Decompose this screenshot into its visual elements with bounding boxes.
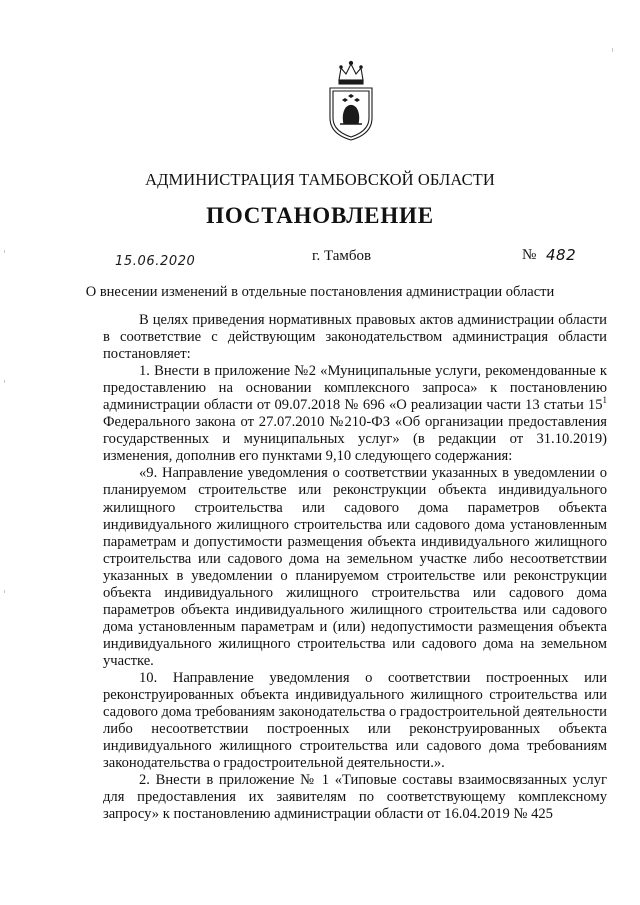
paragraph-item-2: 2. Внести в приложение № 1 «Типовые составы взаимосвязанных услуг для предоставления их заявителям по соответствующему комплексному запросу» к постановлению администрации области от 16.04.2019 № 425	[103, 772, 607, 823]
paragraph-point-10: 10. Направление уведомления о соответствии построенных или реконструированных объекта индивидуального жилищного строительства или садового дома требованиям законодательства о градостроительной деятельности либо несоответствии построенных или реконструированных объекта индивидуального жилищного строительства или садового дома требованиям законодательства о градостроительной деятельности.».	[103, 669, 607, 772]
superscript: 1	[602, 395, 607, 406]
coat-of-arms-emblem	[326, 58, 376, 142]
paragraph-item-1-text-a: 1. Внести в приложение №2 «Муниципальные услуги, рекомендованные к предоставлению на основании комплексного запроса» к постановлению администрации области от 09.07.2018 № 696 «О реализации части 13 статьи 15	[103, 363, 607, 414]
scan-mark	[4, 380, 5, 383]
paragraph-preamble: В целях приведения нормативных правовых актов администрации области в соответствие с действующим законодательством администрация области постановляет:	[103, 312, 607, 363]
handwritten-date: 15.06.2020	[115, 254, 196, 269]
scan-mark	[612, 48, 613, 52]
document-body	[103, 312, 607, 823]
scan-mark	[4, 590, 5, 593]
handwritten-number: 482	[546, 246, 577, 264]
city-name: г. Тамбов	[312, 248, 372, 264]
paragraph-point-9: «9. Направление уведомления о соответствии указанных в уведомлении о планируемом строительстве или реконструкции объекта индивидуального жилищного строительства или садового дома параметров объекта индивидуального жилищного строительства или садового дома установленным параметрам и допустимости размещения объекта индивидуального жилищного строительства или садового дома на земельном участке либо несоответствии указанных в уведомлении о планируемом строительстве или реконструкции объекта индивидуального жилищного строительства или садового дома параметров объекта индивидуального жилищного строительства или садового дома установленным параметрам и (или) недопустимости размещения объекта индивидуального жилищного строительства или садового дома на земельном участке.	[103, 465, 607, 669]
paragraph-item-1-text-b: Федерального закона от 27.07.2010 №210-ФЗ «Об организации предоставления государственных и муниципальных услуг» (в редакции от 31.10.2019) изменения, дополнив его пунктами 9,10 следующего содержания:	[103, 414, 607, 465]
document-subject: О внесении изменений в отдельные постановления администрации области	[85, 284, 555, 300]
number-label: №	[522, 247, 537, 263]
paragraph-item-1	[103, 363, 607, 465]
organization-name: АДМИНИСТРАЦИЯ ТАМБОВСКОЙ ОБЛАСТИ	[145, 170, 495, 189]
document-type-title: ПОСТАНОВЛЕНИЕ	[206, 203, 434, 228]
scan-mark	[4, 250, 5, 253]
